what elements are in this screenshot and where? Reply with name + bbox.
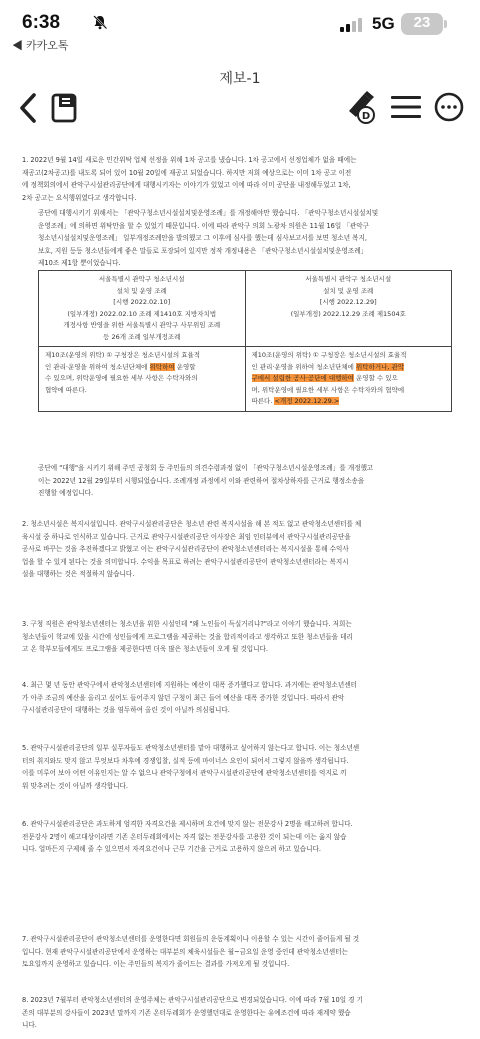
- page-title: 제보-1: [219, 71, 261, 87]
- more-options-icon[interactable]: [432, 92, 466, 122]
- paragraph-8: 8. 2023년 7월부터 관악청소년센터의 운영주체는 관악구시설관리공단으로 변경되었습니다. 이에 따라 7월 10일 경 기 존의 대부분의 강사들이 2023년 말까지 기존 온터두레회가 운영했던대로 운영한다는 유예조건에 따라 재계약 했습 니다.: [22, 996, 363, 1029]
- battery-level: 23: [413, 14, 431, 31]
- table-body-row: [39, 347, 451, 411]
- table-header-row: [39, 271, 451, 347]
- document-content: [10, 138, 470, 1039]
- document-page: [0, 138, 480, 1039]
- table-cell-new-body: [245, 347, 452, 411]
- battery-icon: [401, 13, 443, 35]
- paragraph-7: 7. 관악구시설관리공단이 관악청소년센터를 운영한다면 회원들의 운동계획이나 이용할 수 있는 시간이 줄어들게 될 것 입니다. 현재 관악구시설관리공단에서 운영하는 대부분의 체육시설들은 월~금요일 운영 중인데 관악청소년센터는 토요일까지 운영하고 있습니다. 이는 주민들의 복지가 줄어드는 결과를 가져오게 될 것입니다.: [22, 935, 360, 968]
- old-article-highlight: 위탁하여: [149, 362, 175, 371]
- table-cell-new-header: 서울특별시 관악구 청소년시설 설치 및 운영 조례 [시행 2022.12.29] (일부개정) 2022.12.29 조례 제1504호: [245, 271, 452, 346]
- back-to-app-link[interactable]: ◀ 카카오톡: [12, 40, 69, 52]
- bell-off-icon: [92, 14, 108, 30]
- paragraph-6: 6. 관악구시설관리공단은 과도하게 엄격한 자격요건을 제시하며 요건에 맞지 않는 전문강사 2명을 해고하려 합니다. 전문강사 2명이 해고대상이라면 기존 온터두레회에서는 자격 없는 전문강사를 고용한 것이 되는데 이는 옳지 않습 니다. 얼마든지 구제해 줄 수 있으면서 자격요건이나 근무 기간을 근거로 고용하지 않으려 하고 있습니다.: [22, 820, 353, 853]
- table-cell-old-header: 서울특별시 관악구 청소년시설 설치 및 운영 조례 [시행 2022.02.10] (일부개정) 2022.02.10 조례 제1410호 지방자치법 개정사항 반영을 위한 서울특별시 관악구 사무위임 조례 등 26개 조례 일부개정조례: [63, 275, 221, 341]
- new-article-highlight-2: <개정 2022.12.29.>: [274, 397, 340, 405]
- pen-icon[interactable]: [344, 88, 378, 126]
- paragraph-1-3: 공단에 "대행"을 시키기 위해 주민 공청회 등 주민들의 의견수렴과정 없이 「관악구청소년시설운영조례」를 개정했고 이는 2022년 12월 29일부터 시행되었습니다. 조례개정 과정에서 이와 관련하여 절차상하자를 근거로 행정소송을 진행할 예정입니다.: [38, 464, 374, 497]
- back-arrow-icon[interactable]: [14, 90, 42, 126]
- new-article-highlight-1: 위탁하거나, 관악 구에서 설립한 공사·공단에 대행하여: [251, 362, 405, 382]
- ordinance-comparison-table: [38, 270, 452, 412]
- signal-icon: [340, 18, 364, 32]
- paragraph-1: 1. 2022년 9월 14일 새로운 민간위탁 업체 선정을 위해 1차 공고를 냈습니다. 1차 공고에서 선정업체가 없을 때에는 재공고(2차공고)를 내도록 되어 있어 10월 20일에 재공고 되었습니다. 하지만 저희 예상으로는 이미 1차 공고 이전 에 정책회의에서 관악구시설관리공단에게 대행시키자는 이야기가 있었고 이에 따라 이미 공단을 내정해두었고 1차, 2차 공고는 요식행위였다고 생각합니다.: [22, 156, 357, 202]
- paragraph-4: 4. 최근 몇 년 동안 관악구에서 관악청소년센터에 지원하는 예산이 대폭 증가했다고 합니다. 과거에는 관악청소년센터 가 아주 조금의 예산을 올리고 싶어도 들어주지 않던 구청이 최근 들어 예산을 대폭 증가한 것입니다. 따라서 관악 구시설관리공단이 대행하는 것을 염두하여 올린 것이 아닐까 의심됩니다.: [22, 681, 358, 714]
- table-cell-old-body: [39, 347, 245, 411]
- book-icon[interactable]: [50, 92, 80, 124]
- old-article-text-b: 운영할 수 있으며, 위탁운영에 필요한 세부 사항은 수탁자와의 협약에 따른다.: [45, 362, 198, 394]
- new-article-text-b: 운영할 수 있으 며, 위탁운영에 필요한 세부 사항은 수탁자와의 협약에 따른다.: [251, 374, 405, 405]
- network-type: 5G: [372, 14, 395, 33]
- new-article-text-a: 제10조(운영의 위탁) ① 구청장은 청소년시설의 효율적 인 관리·운영을 위하여 청소년단체에: [251, 351, 407, 371]
- status-bar: [0, 0, 480, 52]
- old-article-text-a: 제10조(운영의 위탁) ① 구청장은 청소년시설의 효율적 인 관리·운영을 위하여 청소년단체에: [45, 351, 201, 371]
- svg-text:D: D: [361, 111, 371, 122]
- app-header: [0, 56, 480, 136]
- paragraph-2: 2. 청소년시설은 복지시설입니다. 관악구시설관리공단은 청소년 관련 복지시설을 해 본 적도 없고 관악청소년센터를 체 육시설 중 하나로 인식하고 있습니다. 근거로 관악구시설관리공단 이사장은 최임 인터뷰에서 관악구시설관리공단을 공사로 바꾸는 것을 추진하겠다고 밝혔고 이는 관악구시설관리공단이 관악청소년센터라는 복지시설을 통해 수익사 업을 할 수 있게 된다는 것을 의미합니다. 수익을 목표로 하려는 관악구시설관리공단이 관악청소년센터라는 복지시 설을 대행하는 것은 적절하지 않습니다.: [22, 520, 362, 578]
- menu-icon[interactable]: [390, 94, 422, 120]
- paragraph-1-2: 공단에 대행시키기 위해서는 「관악구청소년시설설치및운영조례」를 개정해야만 했습니다. 「관악구청소년시설설치및 운영조례」에 의하면 위탁만을 할 수 있었기 때문입니다. 이에 따라 관악구 의회 노광차 의원은 11월 16일 「관악구 청소년시설설치및운영조례」 일부개정조례안을 발의했고 그 이후에 심사를 했는데 심사보고서를 보면 청소년 복지, 보호, 지원 등등 청소년들에게 좋은 말들로 포장되어 있지만 정작 개정내용은 「관악구청소년시설설치및운영조례」 제10조 제1항 뿐이었습니다.: [38, 209, 379, 267]
- battery-cap: [444, 20, 447, 28]
- status-time: 6:38: [22, 12, 61, 33]
- paragraph-3: 3. 구청 직원은 관악청소년센터는 청소년을 위한 시설인데 "왜 노인들이 득실거리냐?"라고 이야기 했습니다. 저희는 청소년들이 학교에 있을 시간에 성인들에게 프로그램을 제공하는 것을 합리적이라고 생각하고 또한 청소년들을 데리 고 온 학부모들에게도 프로그램을 제공한다면 더욱 많은 청소년들이 오게 될 것입니다.: [22, 620, 353, 653]
- paragraph-5: 5. 관악구시설관리공단의 일부 실무자들도 관악청소년센터를 맡아 대행하고 싶어하지 않는다고 합니다. 이는 청소년센 터의 취지와도 맞지 않고 무엇보다 차후에 경쟁입찰, 실적 등에 마이너스 요인이 되어서 그렇지 않을까 생각됩니다. 이를 미루어 보아 어떤 이유인지는 알 수 없으나 관악구청에서 관악구시설관리공단에 관악청소년센터를 억지로 끼 워 맞추려는 것이 아닐까 생각합니다.: [22, 744, 360, 790]
